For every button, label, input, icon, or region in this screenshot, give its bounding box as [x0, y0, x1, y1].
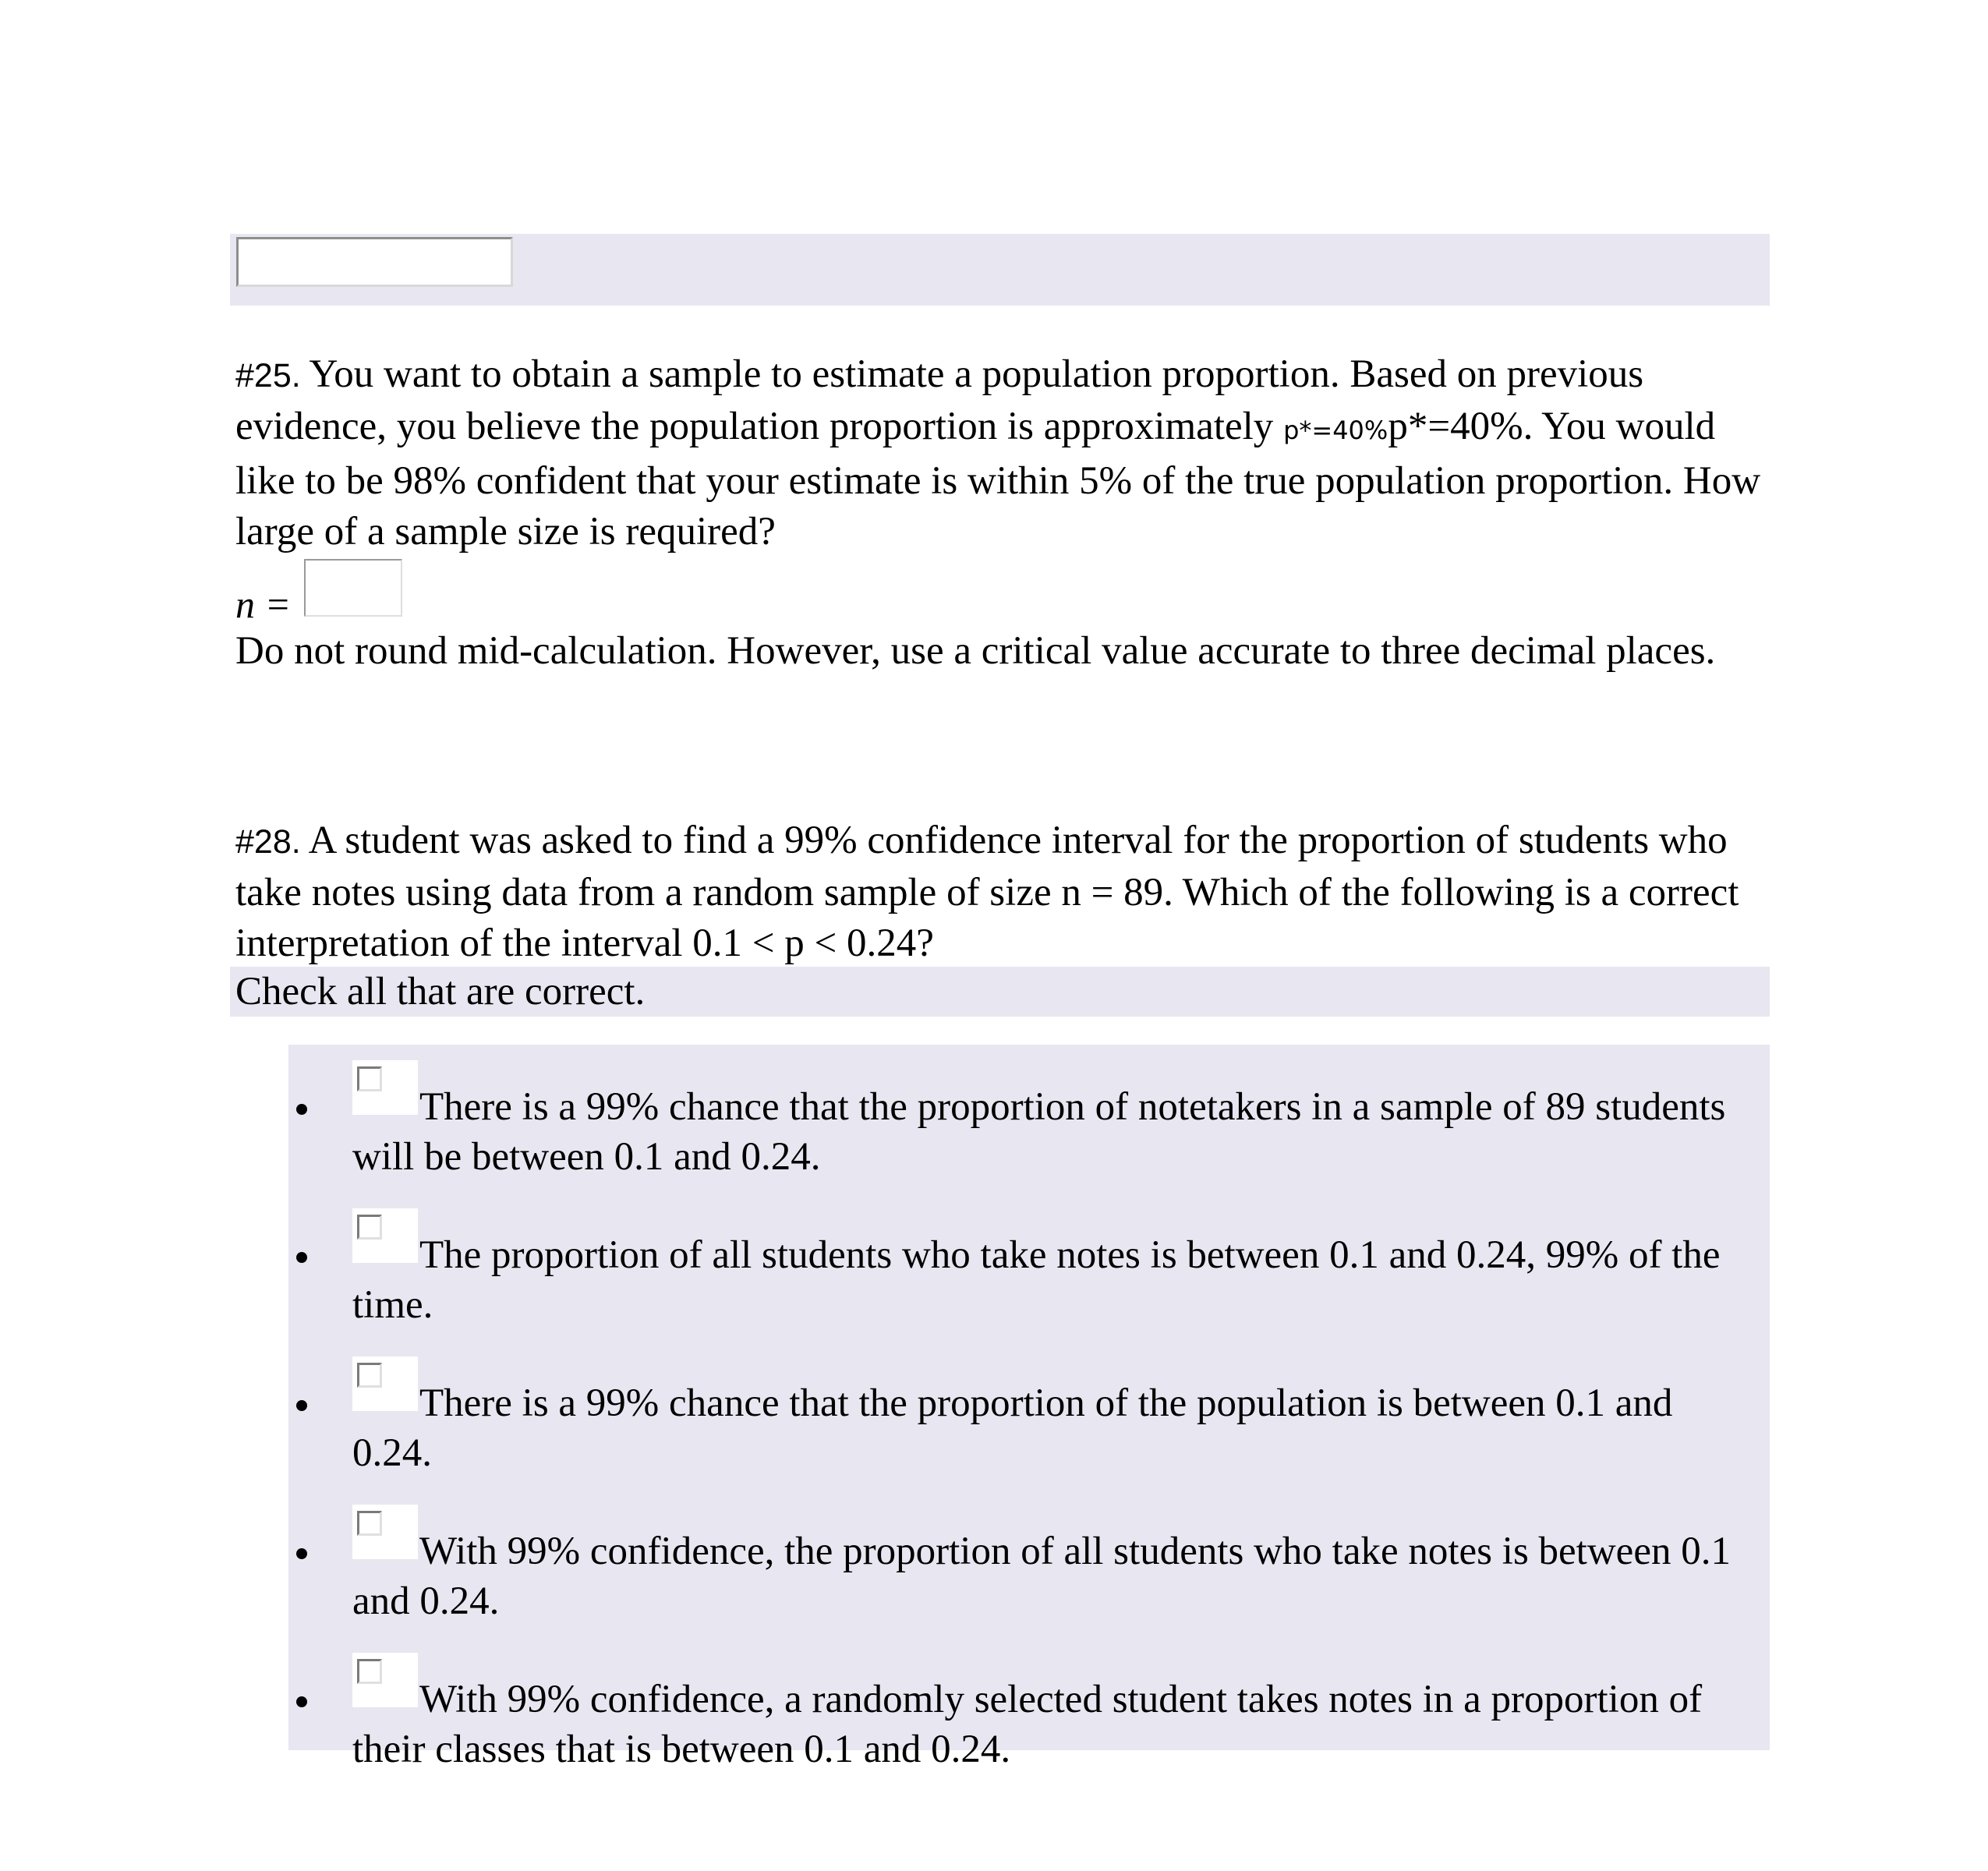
- check-all-instruction: Check all that are correct.: [230, 967, 1770, 1017]
- option-1-label: There is a 99% chance that the proportion of notetakers in a sample of 89 students will be between 0.1 and 0.24.: [352, 1085, 1726, 1179]
- math-inline-text: p*=40%: [1388, 405, 1523, 448]
- question-25-note: Do not round mid-calculation. However, use a critical value accurate to three decimal places.: [235, 629, 1716, 673]
- previous-answer-input[interactable]: [236, 237, 513, 287]
- option-5-label: With 99% confidence, a randomly selected student takes notes in a proportion of their classes that is between 0.1 and 0.24.: [352, 1678, 1703, 1771]
- bullet-icon: [296, 1252, 307, 1263]
- option-2-label: The proportion of all students who take notes is between 0.1 and 0.24, 99% of the time.: [352, 1233, 1721, 1327]
- sample-size-answer-row: [235, 559, 1771, 624]
- question-25: [235, 349, 1771, 677]
- sample-size-label: n =: [235, 582, 292, 626]
- question-25-number: #25.: [235, 357, 301, 394]
- answer-options-list: [288, 1045, 1770, 1771]
- question-28: [235, 815, 1771, 969]
- option-3-label: There is a 99% chance that the proportion of the population is between 0.1 and 0.24.: [352, 1381, 1673, 1475]
- bullet-icon: [296, 1400, 307, 1411]
- question-28-text: #28. A student was asked to find a 99% confidence interval for the proportion of students who take notes using data from a random sample of size n = 89. Which of the following is a correct interpretation of the interval 0.1 < p < 0.24?: [235, 819, 1739, 965]
- bullet-icon: [296, 1548, 307, 1559]
- previous-answer-band: [230, 234, 1770, 306]
- question-25-text: #25. You want to obtain a sample to estimate a population proportion. Based on previous evidence, you believe the population proportion is approximately p*=40%p*=40%. You would like to be 98% confident that your estimate is within 5% of the true population proportion. How large of a sample size is required?: [235, 352, 1761, 554]
- option-4-label: With 99% confidence, the proportion of all students who take notes is between 0.1 and 0.24.: [352, 1530, 1731, 1623]
- question-28-number: #28.: [235, 823, 301, 861]
- bullet-icon: [296, 1104, 307, 1115]
- bullet-icon: [296, 1696, 307, 1707]
- math-rendered-small: p*=40%: [1283, 416, 1388, 445]
- sample-size-input[interactable]: [304, 559, 402, 617]
